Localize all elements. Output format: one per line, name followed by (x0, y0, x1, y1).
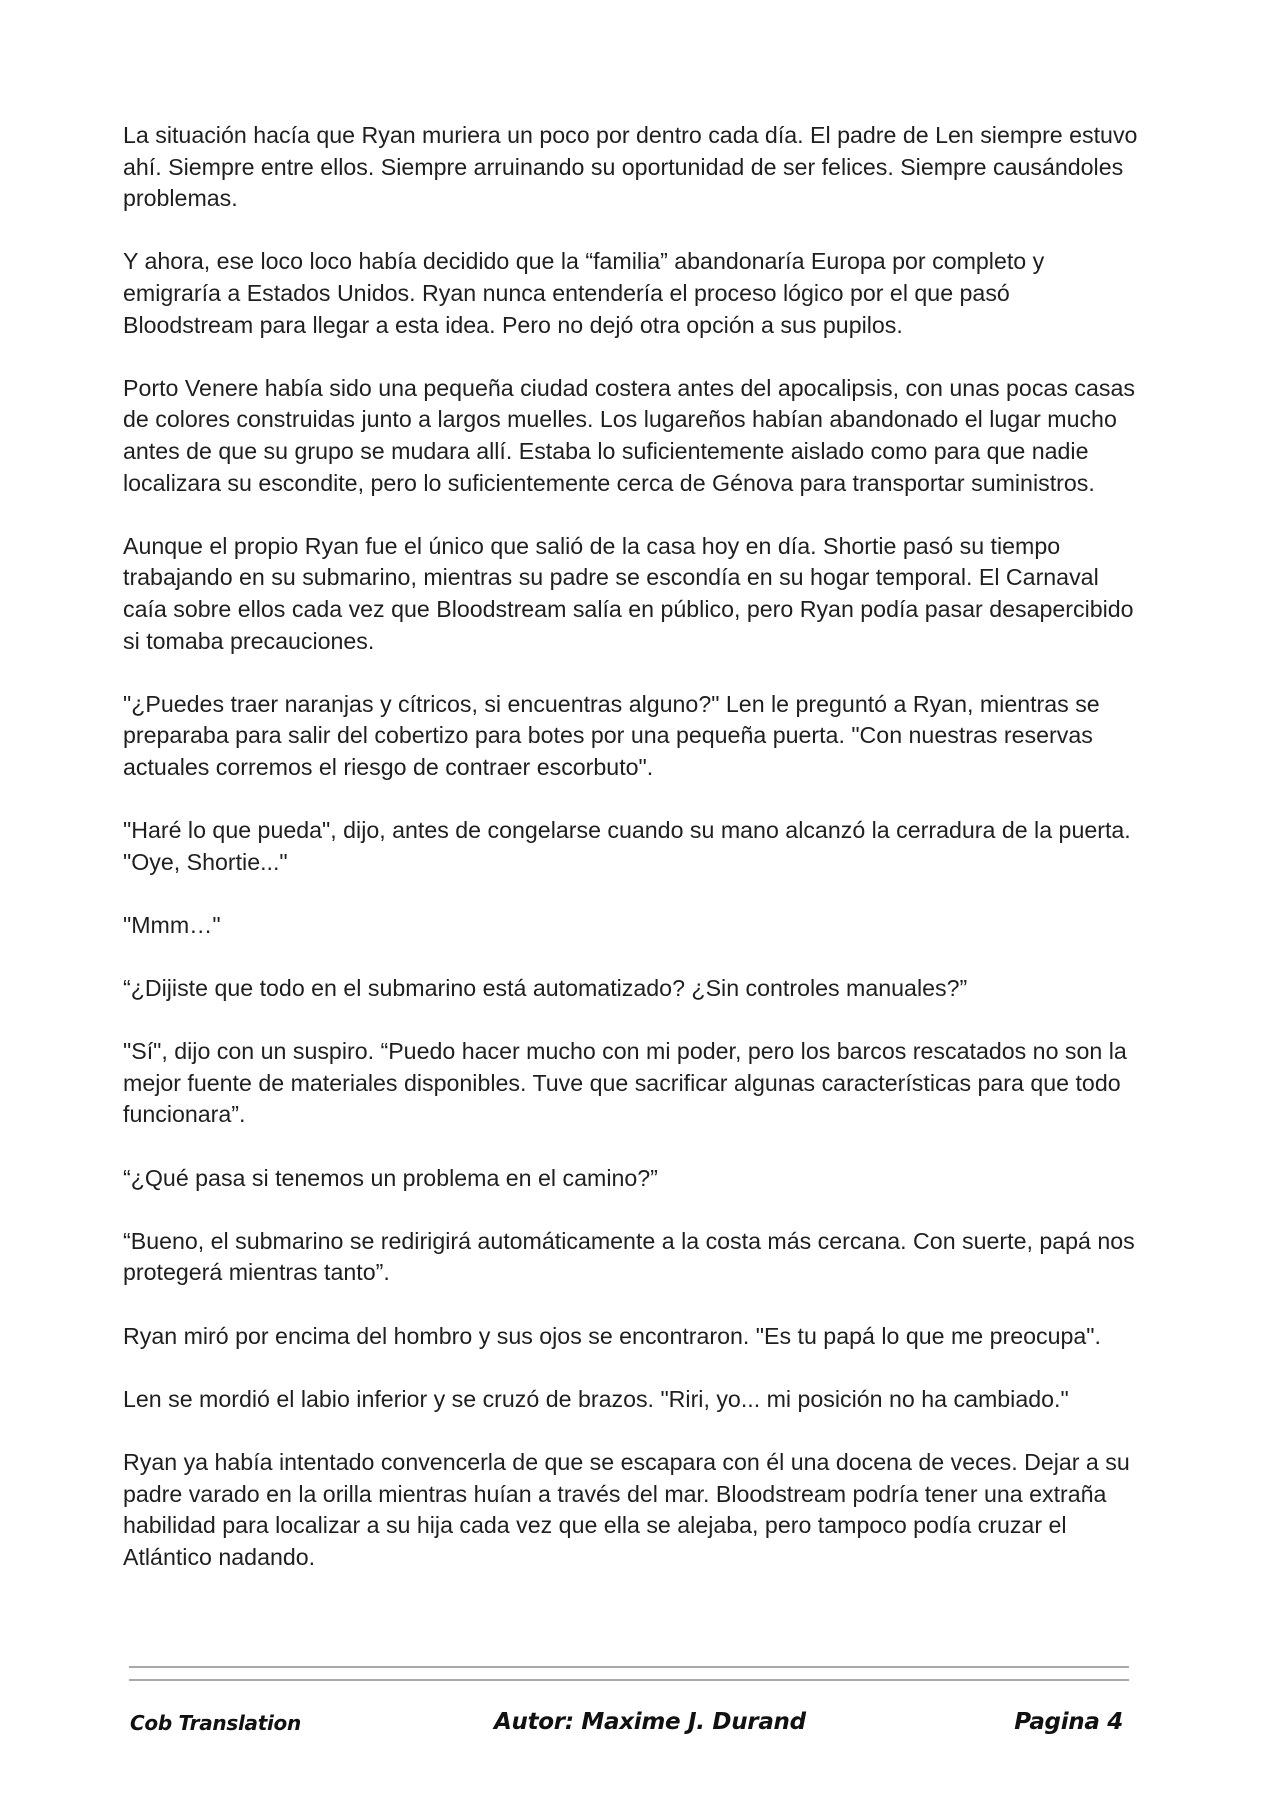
footer-page-number: Pagina 4 (1014, 1709, 1123, 1735)
paragraph-14: Ryan ya había intentado convencerla de que se escapara con él una docena de veces. Dejar a su padre varado en la orilla mientras huían a través del mar. Bloodstream podría tener una extraña habilidad para localizar a su hija cada vez que ella se alejaba, pero tampoco podía cruzar el Atlántico nadando. (123, 1448, 1130, 1570)
paragraph-7: "Mmm…" (123, 911, 221, 938)
paragraph-8: “¿Dijiste que todo en el submarino está automatizado? ¿Sin controles manuales?” (123, 975, 968, 1002)
paragraph-2: Y ahora, ese loco loco había decidido que la “familia” abandonaría Europa por completo y emigraría a Estados Unidos. Ryan nunca entendería el proceso lógico por el que pasó Bloodstream para llegar a esta idea. Pero no dejó otra opción a sus pupilos. (123, 248, 1045, 338)
paragraph-13: Len se mordió el labio inferior y se cruzó de brazos. "Riri, yo... mi posición no ha cambiado." (123, 1385, 1069, 1412)
paragraph-1: La situación hacía que Ryan muriera un poco por dentro cada día. El padre de Len siempre estuvo ahí. Siempre entre ellos. Siempre arruinando su oportunidad de ser felices. Siempre causándoles problemas. (123, 122, 1138, 212)
paragraph-12: Ryan miró por encima del hombro y sus ojos se encontraron. "Es tu papá lo que me preocupa". (123, 1322, 1101, 1349)
footer-rule-top (129, 1666, 1129, 1668)
footer-author: Autor: Maxime J. Durand (494, 1709, 806, 1735)
paragraph-11: “Bueno, el submarino se redirigirá automáticamente a la costa más cercana. Con suerte, papá nos protegerá mientras tanto”. (123, 1227, 1135, 1286)
paragraph-6: "Haré lo que pueda", dijo, antes de congelarse cuando su mano alcanzó la cerradura de la puerta. "Oye, Shortie..." (123, 817, 1131, 875)
footer-translator: Cob Translation (130, 1711, 301, 1735)
paragraph-4: Aunque el propio Ryan fue el único que salió de la casa hoy en día. Shortie pasó su tiempo trabajando en su submarino, mientras su padre se escondía en su hogar temporal. El Carnaval caía sobre ellos cada vez que Bloodstream salía en público, pero Ryan podía pasar desapercibido si tomaba precauciones. (123, 532, 1134, 654)
paragraph-10: “¿Qué pasa si tenemos un problema en el camino?” (123, 1164, 658, 1191)
paragraph-3: Porto Venere había sido una pequeña ciudad costera antes del apocalipsis, con unas pocas casas de colores construidas junto a largos muelles. Los lugareños habían abandonado el lugar mucho antes de que su grupo se mudara allí. Estaba lo suficientemente aislado como para que nadie localizara su escondite, pero lo suficientemente cerca de Génova para transportar suministros. (123, 374, 1135, 496)
paragraph-5: "¿Puedes traer naranjas y cítricos, si encuentras alguno?" Len le preguntó a Ryan, mientras se preparaba para salir del cobertizo para botes por una pequeña puerta. "Con nuestras reservas actuales corremos el riesgo de contraer escorbuto". (123, 690, 1100, 780)
paragraph-9: "Sí", dijo con un suspiro. “Puedo hacer mucho con mi poder, pero los barcos rescatados no son la mejor fuente de materiales disponibles. Tuve que sacrificar algunas características para que todo funcionara”. (123, 1038, 1127, 1128)
body-text (123, 120, 1143, 1605)
footer-rule-bottom (129, 1679, 1129, 1681)
